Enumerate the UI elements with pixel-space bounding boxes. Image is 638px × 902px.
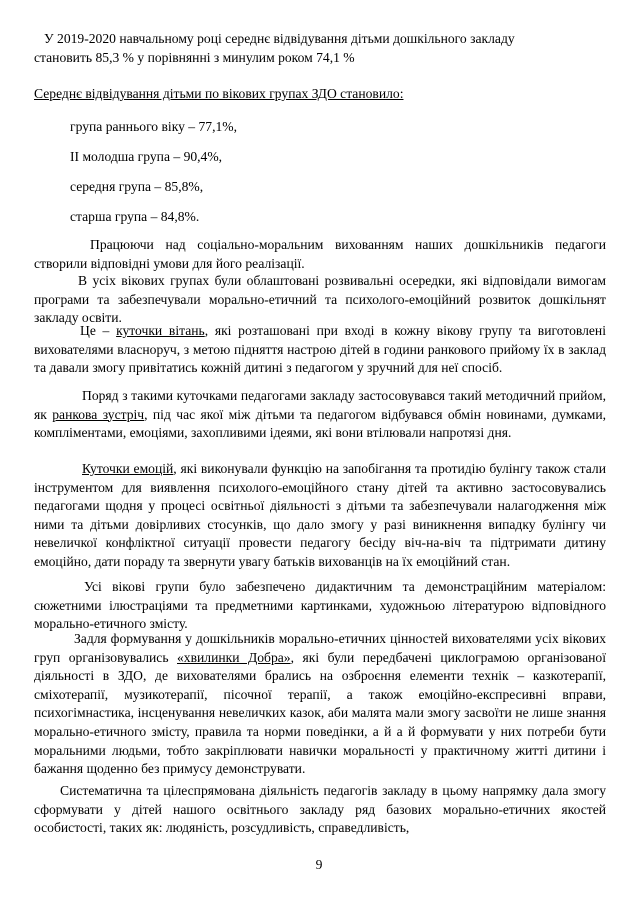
paragraph-3-pre: Це – [80,323,117,338]
paragraph-4-pre: Поряд з такими куточками педагогами закладу застосовувався такий методичний прийом, як [34,388,606,422]
paragraph-4 [34,387,606,443]
group-item-senior: старша група – 84,8%. [70,209,200,224]
paragraph-5-post: , які виконували функцію на запобігання та протидію булінгу також стали інструментом для виявлення психолого-емоційного стану дітей та активно застосовувались педагогами щодня у процесі освітньої діяльності з дітьми та забезпечували налагодження між ними та дітьми довірливих стосунків, що дало змогу у разі виникнення випадку булінгу чи невеличкої конфліктної ситуації провести педагогу бесіду віч-на-віч та підтримати дитину емоційно, дати пораду та звернути увагу батьків вихованців на їх емоційний стан. [34,461,606,569]
paragraph-7-pre: Задля формування у дошкільників морально-етичних цінностей вихователями усіх вікових груп організовувались [34,631,606,665]
term-kindness-minutes: «хвилинки Добра» [177,649,291,665]
paragraph-1: Працюючи над соціально-моральним вихованням наших дошкільників педагоги створили відповідні умови для його реалізації. [34,237,606,271]
paragraph-8: Систематична та цілеспрямована діяльність педагогів закладу в цьому напрямку дала змогу сформувати у дітей нашого освітнього закладу ряд базових морально-етичних якостей особистості, таких як: людяність, розсудливість, справедливість, [34,783,606,836]
paragraph-6: Усі вікові групи було забезпечено дидактичним та демонстраційним матеріалом: сюжетними ілюстраціями та предметними картинками, художньою літературою відповідного морально-етичного змісту. [34,579,606,632]
paragraph-5 [34,460,606,572]
page-number: 9 [315,857,323,872]
paragraph-2: В усіх вікових групах були облаштовані розвивальні осередки, які відповідали вимогам програми та забезпечували морально-етичний та психолого-емоційний розвиток дошкільнят закладу освіти. [34,273,606,326]
intro-line-2: становить 85,3 % у порівнянні з минулим роком 74,1 % [34,49,355,65]
paragraph-7 [34,630,606,779]
section-heading: Середнє відвідування дітьми по вікових групах ЗДО становило: [34,86,404,101]
paragraph-3 [34,322,606,378]
term-greeting-corners: куточки вітань [116,323,205,338]
group-item-middle: середня група – 85,8%, [70,179,204,194]
group-item-junior: ІІ молодша група – 90,4%, [70,149,223,164]
group-item-early: група раннього віку – 77,1%, [70,119,238,134]
intro-line-1: У 2019-2020 навчальному році середнє відвідування дітьми дошкільного закладу [44,31,515,46]
intro-paragraph [34,30,606,67]
paragraph-3-post: , які розташовані при вході в кожну вікову групу та виготовлені вихователями власноруч, з метою підняття настрою дітей в години ранкового прийому їх в заклад та давали змогу привітатись кожній дитині з педагогом у зручний для неї спосіб. [34,323,606,376]
paragraph-7-post: , які були передбачені циклограмою організованої діяльності в ЗДО, де вихователями брались на озброєння елементи технік – казкотерапії, сміхотерапії, музикотерапії, пісочної терапії, а також емоційно-експресивні вправи, психогімнастика, інсценування невеличких казок, аби малята мали змогу засвоїти не лише знання морально-етичного змісту, правила та норми поведінки, а й а й формувати у них потреби бути моральними людьми, тобто закріплювати навички моральності у практичному житті дитини і бажання щоденно без примусу демонструвати. [34,649,607,777]
term-morning-meeting: ранкова зустріч [52,406,145,422]
term-emotion-corners: Куточки емоцій [82,461,174,476]
paragraph-4-post: , під час якої між дітьми та педагогом відбувався обмін новинами, думками, компліментами, емоціями, захопливими ідеями, які вони втілювали напротязі дня. [34,406,606,441]
